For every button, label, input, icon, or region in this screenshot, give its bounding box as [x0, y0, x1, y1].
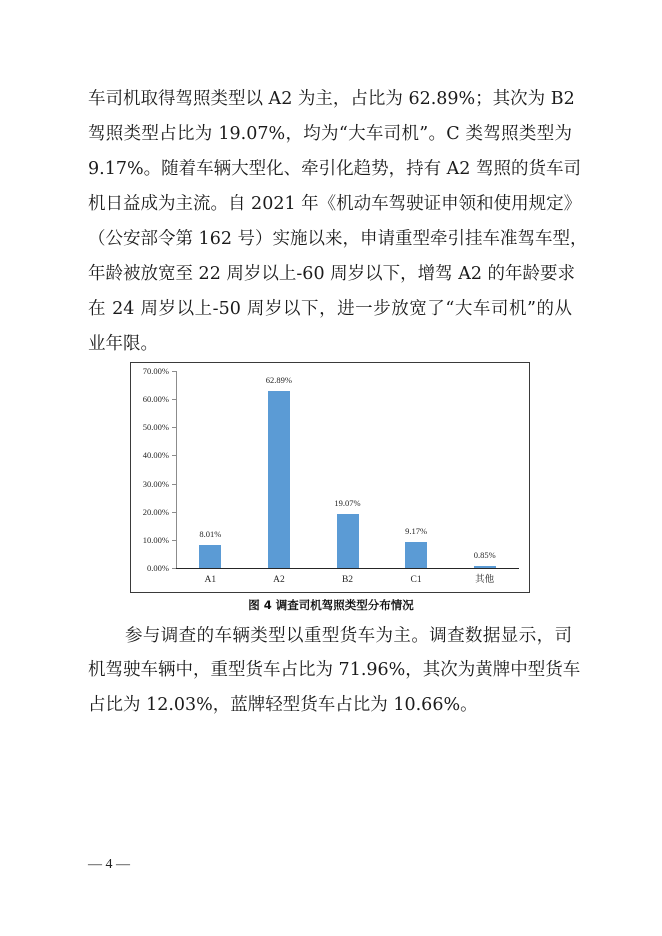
y-tick-label: 40.00% [142, 450, 169, 460]
y-tick [172, 371, 176, 372]
text-line: 参与调查的车辆类型以重型货车为主。调查数据显示，司 [125, 626, 572, 646]
y-tick [172, 568, 176, 569]
y-tick [172, 512, 176, 513]
y-tick-label: 0.00% [147, 563, 169, 573]
page-number: — 4 — [88, 857, 130, 872]
bar-value-label: 62.89% [265, 375, 292, 385]
x-category-label: A2 [273, 575, 285, 585]
y-axis [176, 371, 177, 568]
text-line: 车司机取得驾照类型以 A2 为主，占比为 62.89%；其次为 B2 [88, 89, 575, 109]
bar-A1 [199, 545, 221, 568]
text-line: 占比为 12.03%，蓝牌轻型货车占比为 10.66%。 [88, 695, 478, 715]
text-line: 驾照类型占比为 19.07%，均为“大车司机”。C 类驾照类型为 [88, 124, 572, 144]
y-tick [172, 399, 176, 400]
text-line: 机驾驶车辆中，重型货车占比为 71.96%，其次为黄牌中型货车 [88, 660, 581, 680]
text-line: 业年限。 [88, 334, 158, 354]
y-tick [172, 540, 176, 541]
y-tick-label: 60.00% [142, 394, 169, 404]
x-category-label: A1 [204, 575, 217, 585]
text-line: 机日益成为主流。自 2021 年《机动车驾驶证申领和使用规定》 [88, 194, 582, 214]
y-tick-label: 70.00% [142, 366, 169, 376]
y-tick [172, 484, 176, 485]
text-line: （公安部令第 162 号）实施以来，申请重型牵引挂车准驾车型， [88, 229, 588, 249]
bar-value-label: 8.01% [199, 529, 222, 540]
text-line: 在 24 周岁以上-50 周岁以下，进一步放宽了“大车司机”的从 [88, 299, 572, 319]
x-axis [176, 568, 519, 569]
x-category-label: B2 [341, 575, 354, 585]
y-tick [172, 427, 176, 428]
y-tick-label: 50.00% [142, 422, 169, 432]
bar-A2 [268, 391, 290, 568]
bar-value-label: 0.85% [473, 549, 496, 560]
y-tick [172, 455, 176, 456]
bar-value-label: 9.17% [405, 526, 428, 537]
y-tick-label: 20.00% [142, 507, 169, 517]
x-category-label: 其他 [475, 575, 495, 585]
y-tick-label: 10.00% [142, 535, 169, 545]
text-line: 年龄被放宽至 22 周岁以上-60 周岁以下，增驾 A2 的年龄要求 [88, 264, 576, 284]
bar-value-label: 19.07% [334, 498, 361, 509]
text-line: 9.17%。随着车辆大型化、牵引化趋势，持有 A2 驾照的货车司 [88, 159, 581, 179]
y-tick-label: 30.00% [142, 479, 169, 489]
bar-其他 [474, 566, 496, 568]
bar-C1 [405, 542, 427, 568]
bar-B2 [337, 514, 359, 568]
figure-caption: 图 4 调查司机驾照类型分布情况 [248, 598, 414, 612]
x-category-label: C1 [410, 575, 422, 585]
